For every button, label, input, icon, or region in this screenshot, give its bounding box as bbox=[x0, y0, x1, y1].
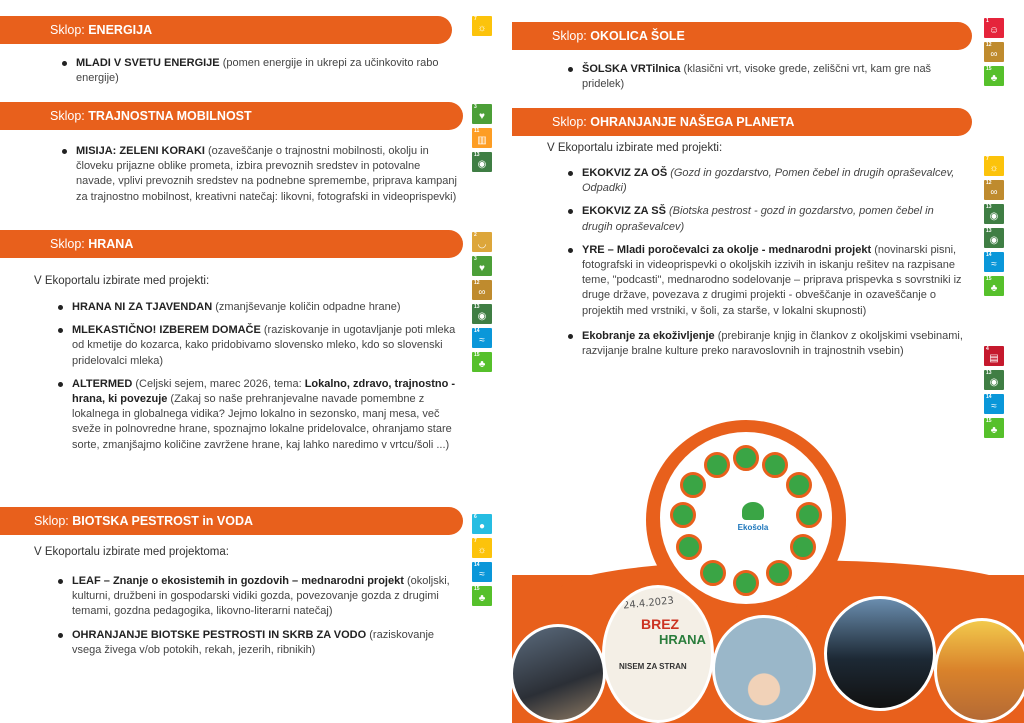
wheel-icon bbox=[680, 472, 706, 498]
banner-title: BIOTSKA PESTROST in VODA bbox=[72, 514, 254, 528]
section-banner-hrana bbox=[0, 230, 463, 258]
sdg-14-fish-icon bbox=[472, 562, 492, 582]
poster-nisem: NISEM ZA STRAN bbox=[619, 662, 687, 671]
eye-globe-icon: ◉ bbox=[989, 235, 999, 246]
sdg-12-infinity-icon bbox=[984, 180, 1004, 200]
sdg-icons-energija bbox=[472, 16, 492, 36]
list-item: EKOKVIZ ZA OŠ (Gozd in gozdarstvo, Pomen čebel in drugih opraševalcev, Odpadki) bbox=[568, 166, 966, 196]
poster-date: 24.4.2023 bbox=[622, 595, 675, 612]
list-item: MLEKASTIČNO! IZBEREM DOMAČE (raziskovanje in ugotavljanje poti mleka od kmetije do kozarca, kako pridobivamo slovensko mleko, kdo so slovenski pridelovalci mleka) bbox=[58, 323, 458, 369]
photo-class-display bbox=[934, 618, 1024, 723]
wheel-icon bbox=[786, 472, 812, 498]
banner-prefix: Sklop: bbox=[50, 237, 89, 251]
tree-logo-icon bbox=[742, 502, 764, 520]
wheel-icon bbox=[766, 560, 792, 586]
sdg-3-heartbeat-icon bbox=[472, 104, 492, 124]
list-item: ŠOLSKA VRTilnica (klasični vrt, visoke grede, zeliščni vrt, kam gre naš pridelek) bbox=[568, 62, 964, 92]
heartbeat-icon: ♥ bbox=[479, 263, 485, 274]
sdg-icons-planet bbox=[984, 156, 1004, 296]
section-banner-mobilnost bbox=[0, 102, 463, 130]
tree-icon: ♣ bbox=[990, 73, 998, 84]
eye-globe-icon: ◉ bbox=[477, 311, 487, 322]
banner-title: OKOLICA ŠOLE bbox=[590, 29, 685, 43]
wheel-icon bbox=[762, 452, 788, 478]
sdg-number: 7 bbox=[986, 156, 989, 162]
sdg-number: 13 bbox=[474, 152, 480, 158]
bowl-icon: ◡ bbox=[477, 239, 487, 250]
infinity-icon: ∞ bbox=[990, 187, 998, 198]
sdg-number: 15 bbox=[986, 66, 992, 72]
tree-icon: ♣ bbox=[478, 593, 486, 604]
sdg-13-eye-globe-icon bbox=[984, 228, 1004, 248]
sdg-12-infinity-icon bbox=[472, 280, 492, 300]
fish-icon: ≈ bbox=[991, 259, 997, 270]
section-banner-okolica bbox=[512, 22, 972, 50]
wheel-icon bbox=[733, 445, 759, 471]
sdg-number: 3 bbox=[474, 256, 477, 262]
sun-icon: ☼ bbox=[989, 163, 999, 174]
infinity-icon: ∞ bbox=[478, 287, 486, 298]
sdg-icons-ekobranje bbox=[984, 346, 1004, 438]
banner-prefix: Sklop: bbox=[552, 29, 591, 43]
sdg-14-fish-icon bbox=[472, 328, 492, 348]
list-biotska bbox=[58, 574, 458, 666]
fish-icon: ≈ bbox=[479, 335, 485, 346]
sdg-number: 12 bbox=[474, 280, 480, 286]
sdg-4-book-icon bbox=[984, 346, 1004, 366]
sdg-number: 14 bbox=[986, 394, 992, 400]
sdg-15-tree-icon bbox=[984, 276, 1004, 296]
list-item: Ekobranje za ekoživljenje (prebiranje knjig in člankov z okoljskimi vsebinami, razvijanje bralne kulture preko naravoslovnih in trajnostnih vsebin) bbox=[568, 329, 966, 359]
wheel-icon bbox=[796, 502, 822, 528]
sdg-12-infinity-icon bbox=[984, 42, 1004, 62]
list-item: HRANA NI ZA TJAVENDAN (zmanjševanje količin odpadne hrane) bbox=[58, 300, 458, 315]
infinity-icon: ∞ bbox=[990, 49, 998, 60]
fish-icon: ≈ bbox=[479, 569, 485, 580]
list-planet bbox=[568, 166, 966, 367]
list-item: EKOKVIZ ZA SŠ (Biotska pestrost - gozd in gozdarstvo, pomen čebel in drugih opraševalcev) bbox=[568, 204, 966, 234]
sdg-number: 14 bbox=[986, 252, 992, 258]
list-item: MLADI V SVETU ENERGIJE (pomen energije in ukrepi za učinkovito rabo energije) bbox=[62, 56, 442, 86]
sdg-14-fish-icon bbox=[984, 394, 1004, 414]
list-item: MISIJA: ZELENI KORAKI (ozaveščanje o trajnostni mobilnosti, okolju in človeku prijazne oblike prometa, izbira prevoznih sredstev in potovalne navade, vplivi prevoznih sredstev na podnebne spremembe, priprava kampanj za trajnostno mobilnost, kreativni natečaj: likovni, fotografski in videoprispevki) bbox=[62, 144, 458, 205]
sun-icon: ☼ bbox=[477, 545, 487, 556]
sdg-number: 1 bbox=[986, 18, 989, 24]
list-item: LEAF – Znanje o ekosistemih in gozdovih – mednarodni projekt (okoljski, kulturni, družbeni in gospodarski vidiki gozda, povezovanje gozda z drugimi temami, gozdna pedagogika, likovno-literarni natečaj) bbox=[58, 574, 458, 620]
section-banner-biotska bbox=[0, 507, 463, 535]
intro-hrana: V Ekoportalu izbirate med projekti: bbox=[34, 275, 210, 287]
sdg-1-people-icon bbox=[984, 18, 1004, 38]
banner-prefix: Sklop: bbox=[50, 109, 89, 123]
wheel-icon bbox=[733, 570, 759, 596]
sdg-13-eye-globe-icon bbox=[472, 152, 492, 172]
book-icon: ▤ bbox=[989, 353, 999, 364]
sdg-icons-hrana bbox=[472, 232, 492, 372]
sdg-icons-biotska bbox=[472, 514, 492, 606]
sdg-3-heartbeat-icon bbox=[472, 256, 492, 276]
banner-title: HRANA bbox=[88, 237, 134, 251]
eye-globe-icon: ◉ bbox=[477, 159, 487, 170]
sdg-number: 15 bbox=[986, 276, 992, 282]
water-drop-icon: ● bbox=[478, 521, 486, 532]
sdg-7-sun-icon bbox=[984, 156, 1004, 176]
tree-icon: ♣ bbox=[990, 425, 998, 436]
sdg-number: 13 bbox=[986, 370, 992, 376]
sdg-number: 12 bbox=[986, 42, 992, 48]
sdg-2-bowl-icon bbox=[472, 232, 492, 252]
intro-planet: V Ekoportalu izbirate med projekti: bbox=[547, 142, 723, 154]
sdg-number: 4 bbox=[986, 346, 989, 352]
sdg-number: 14 bbox=[474, 562, 480, 568]
sdg-number: 14 bbox=[474, 328, 480, 334]
list-okolica bbox=[568, 62, 964, 100]
banner-title: ENERGIJA bbox=[88, 23, 153, 37]
banner-title: TRAJNOSTNA MOBILNOST bbox=[88, 109, 252, 123]
list-energija bbox=[62, 56, 442, 94]
photo-students-drawing bbox=[510, 624, 606, 723]
section-banner-planet bbox=[512, 108, 972, 136]
photo-child-crafts bbox=[712, 615, 816, 723]
sdg-7-sun-icon bbox=[472, 16, 492, 36]
sdg-number: 15 bbox=[474, 586, 480, 592]
poster-brez: BREZ bbox=[641, 616, 680, 632]
heartbeat-icon: ♥ bbox=[479, 111, 485, 122]
sdg-13-eye-globe-icon bbox=[984, 370, 1004, 390]
sdg-number: 2 bbox=[474, 232, 477, 238]
sdg-number: 12 bbox=[986, 180, 992, 186]
wheel-icon bbox=[700, 560, 726, 586]
banner-title: OHRANJANJE NAŠEGA PLANETA bbox=[590, 115, 795, 129]
sun-icon: ☼ bbox=[477, 23, 487, 34]
tree-icon: ♣ bbox=[990, 283, 998, 294]
sdg-number: 13 bbox=[986, 204, 992, 210]
logo-text: Ekošola bbox=[737, 523, 769, 532]
sdg-15-tree-icon bbox=[472, 352, 492, 372]
photo-reporters-camera bbox=[824, 596, 936, 711]
sdg-number: 13 bbox=[986, 228, 992, 234]
wheel-icon bbox=[790, 534, 816, 560]
sdg-15-tree-icon bbox=[472, 586, 492, 606]
sdg-number: 13 bbox=[474, 304, 480, 310]
list-item: OHRANJANJE BIOTSKE PESTROSTI IN SKRB ZA VODO (raziskovanje vsega živega v/ob potokih, rekah, jezerih, ribnikih) bbox=[58, 628, 458, 658]
poster-hrana: HRANA bbox=[659, 632, 706, 647]
sdg-number: 7 bbox=[474, 538, 477, 544]
banner-prefix: Sklop: bbox=[50, 23, 89, 37]
wheel-icon bbox=[670, 502, 696, 528]
banner-prefix: Sklop: bbox=[552, 115, 591, 129]
sdg-number: 11 bbox=[474, 128, 480, 134]
sdg-number: 15 bbox=[474, 352, 480, 358]
sdg-number: 6 bbox=[474, 514, 477, 520]
city-icon: ▥ bbox=[477, 135, 487, 146]
sdg-15-tree-icon bbox=[984, 66, 1004, 86]
wheel-icon bbox=[676, 534, 702, 560]
sdg-7-sun-icon bbox=[472, 538, 492, 558]
sdg-11-city-icon bbox=[472, 128, 492, 148]
section-banner-energija bbox=[0, 16, 452, 44]
list-item: YRE – Mladi poročevalci za okolje - mednarodni projekt (novinarski pisni, fotografski in videoprispevki o okoljskih izzivih in iskanju rešitev na razpisane teme, "podcasti", mednarodno sodelovanje – priprava prispevka s sovrstniki iz druge države, povezava z drugimi projekti - obveščanje in ozaveščanje o projektih med vrstniki, v šoli, za starše, v lokalni skupnosti) bbox=[568, 243, 966, 319]
people-icon: ☺ bbox=[988, 25, 1000, 36]
intro-biotska: V Ekoportalu izbirate med projektoma: bbox=[34, 546, 229, 558]
sdg-13-eye-globe-icon bbox=[472, 304, 492, 324]
ekosola-logo bbox=[736, 502, 770, 542]
sdg-icons-okolica bbox=[984, 18, 1004, 86]
list-hrana bbox=[58, 300, 458, 461]
sdg-number: 3 bbox=[474, 104, 477, 110]
fish-icon: ≈ bbox=[991, 401, 997, 412]
list-mobilnost bbox=[62, 144, 458, 213]
sdg-6-water-drop-icon bbox=[472, 514, 492, 534]
eye-globe-icon: ◉ bbox=[989, 377, 999, 388]
photo-poster bbox=[602, 585, 714, 723]
sdg-14-fish-icon bbox=[984, 252, 1004, 272]
eye-globe-icon: ◉ bbox=[989, 211, 999, 222]
tree-icon: ♣ bbox=[478, 359, 486, 370]
wheel-icon bbox=[704, 452, 730, 478]
sdg-icons-mobilnost bbox=[472, 104, 492, 172]
banner-prefix: Sklop: bbox=[34, 514, 73, 528]
sdg-number: 7 bbox=[474, 16, 477, 22]
list-item: ALTERMED (Celjski sejem, marec 2026, tema: Lokalno, zdravo, trajnostno - hrana, ki povezuje (Zakaj so naše prehranjevalne navade pomembne z lokalnega in globalnega vidika? Jejmo lokalno in sezonsko, manj mesa, več sveže in polnovredne hrane, spoznajmo lokalne pridelovalce, ohranjamo stare sorte, zmanjšajmo količine zavržene hrane, kaj lahko naredimo v vrtcu/šoli ...) bbox=[58, 377, 458, 453]
sdg-15-tree-icon bbox=[984, 418, 1004, 438]
sdg-13-eye-globe-icon bbox=[984, 204, 1004, 224]
sdg-number: 15 bbox=[986, 418, 992, 424]
